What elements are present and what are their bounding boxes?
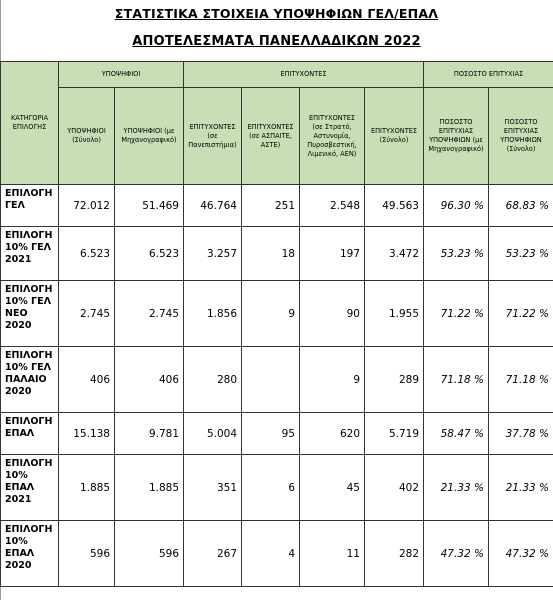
value-cell: 282	[365, 521, 424, 587]
table-row	[1, 347, 553, 413]
value-cell: 6.523	[59, 227, 115, 281]
header-col-candidates-total: ΥΠΟΨΗΦΙΟΙ (Σύνολο)	[59, 88, 115, 185]
value-cell: 251	[242, 185, 300, 227]
value-cell: 289	[365, 347, 424, 413]
percent-cell: 21.33 %	[489, 455, 553, 521]
value-cell: 402	[365, 455, 424, 521]
header-col-percent-total: ΠΟΣΟΣΤΟ ΕΠΙΤΥΧΙΑΣ ΥΠΟΨΗΦΙΩΝ (Σύνολο)	[489, 88, 553, 185]
percent-cell: 71.18 %	[424, 347, 489, 413]
category-cell: ΕΠΙΛΟΓΗ 10% ΕΠΑΛ 2021	[1, 455, 59, 521]
value-cell: 9.781	[115, 413, 184, 455]
value-cell: 620	[300, 413, 365, 455]
category-cell: ΕΠΙΛΟΓΗ 10% ΕΠΑΛ 2020	[1, 521, 59, 587]
header-group-candidates: ΥΠΟΨΗΦΙΟΙ	[59, 62, 184, 88]
value-cell: 596	[115, 521, 184, 587]
header-col-success-aspaite: ΕΠΙΤΥΧΟΝΤΕΣ (σε ΑΣΠΑΙΤΕ, ΑΣΤΕ)	[242, 88, 300, 185]
table-row	[1, 185, 553, 227]
value-cell: 3.257	[184, 227, 242, 281]
header-col-candidates-form: ΥΠΟΨΗΦΙΟΙ (με Μηχανογραφικό)	[115, 88, 184, 185]
header-col-success-total: ΕΠΙΤΥΧΟΝΤΕΣ (Σύνολο)	[365, 88, 424, 185]
percent-cell: 21.33 %	[424, 455, 489, 521]
value-cell: 5.004	[184, 413, 242, 455]
value-cell: 351	[184, 455, 242, 521]
percent-cell: 37.78 %	[489, 413, 553, 455]
value-cell: 9	[300, 347, 365, 413]
header-col-success-universities: ΕΠΙΤΥΧΟΝΤΕΣ (σε Πανεπιστήμια)	[184, 88, 242, 185]
value-cell: 90	[300, 281, 365, 347]
value-cell: 596	[59, 521, 115, 587]
table-row	[1, 521, 553, 587]
value-cell: 1.955	[365, 281, 424, 347]
category-cell: ΕΠΙΛΟΓΗ ΕΠΑΛ	[1, 413, 59, 455]
table-row	[1, 413, 553, 455]
value-cell: 9	[242, 281, 300, 347]
category-cell: ΕΠΙΛΟΓΗ 10% ΓΕΛ 2021	[1, 227, 59, 281]
percent-cell: 58.47 %	[424, 413, 489, 455]
value-cell: 72.012	[59, 185, 115, 227]
value-cell: 1.885	[59, 455, 115, 521]
value-cell: 406	[115, 347, 184, 413]
table-row	[1, 227, 553, 281]
value-cell: 2.745	[59, 281, 115, 347]
value-cell: 280	[184, 347, 242, 413]
value-cell: 11	[300, 521, 365, 587]
header-group-percent: ΠΟΣΟΣΤΟ ΕΠΙΤΥΧΙΑΣ	[424, 62, 553, 88]
value-cell: 6.523	[115, 227, 184, 281]
value-cell: 1.885	[115, 455, 184, 521]
header-category: ΚΑΤΗΓΟΡΙΑ ΕΠΙΛΟΓΗΣ	[1, 62, 59, 185]
value-cell: 51.469	[115, 185, 184, 227]
value-cell: 45	[300, 455, 365, 521]
statistics-table	[0, 61, 553, 587]
percent-cell: 71.22 %	[489, 281, 553, 347]
percent-cell: 96.30 %	[424, 185, 489, 227]
value-cell	[242, 347, 300, 413]
percent-cell: 71.18 %	[489, 347, 553, 413]
value-cell: 95	[242, 413, 300, 455]
value-cell: 18	[242, 227, 300, 281]
value-cell: 46.764	[184, 185, 242, 227]
value-cell: 1.856	[184, 281, 242, 347]
value-cell: 5.719	[365, 413, 424, 455]
value-cell: 197	[300, 227, 365, 281]
table-row	[1, 281, 553, 347]
value-cell: 6	[242, 455, 300, 521]
page-title: ΣΤΑΤΙΣΤΙΚΑ ΣΤΟΙΧΕΙΑ ΥΠΟΨΗΦΙΩΝ ΓΕΛ/ΕΠΑΛ	[114, 6, 439, 21]
category-cell: ΕΠΙΛΟΓΗ 10% ΓΕΛ ΠΑΛΑΙΟ 2020	[1, 347, 59, 413]
header-col-percent-form: ΠΟΣΟΣΤΟ ΕΠΙΤΥΧΙΑΣ ΥΠΟΨΗΦΙΩΝ (με Μηχανογραφικό)	[424, 88, 489, 185]
header-group-success: ΕΠΙΤΥΧΟΝΤΕΣ	[184, 62, 424, 88]
value-cell: 267	[184, 521, 242, 587]
value-cell: 2.745	[115, 281, 184, 347]
category-cell: ΕΠΙΛΟΓΗ ΓΕΛ	[1, 185, 59, 227]
page-subtitle: ΑΠΟΤΕΛΕΣΜΑΤΑ ΠΑΝΕΛΛΑΔΙΚΩΝ 2022	[132, 34, 421, 49]
value-cell: 2.548	[300, 185, 365, 227]
percent-cell: 68.83 %	[489, 185, 553, 227]
value-cell: 4	[242, 521, 300, 587]
percent-cell: 47.32 %	[424, 521, 489, 587]
header-col-success-military: ΕΠΙΤΥΧΟΝΤΕΣ (σε Στρατό, Αστυνομία, Πυροσβεστική, Λιμενικό, ΑΕΝ)	[300, 88, 365, 185]
percent-cell: 47.32 %	[489, 521, 553, 587]
value-cell: 406	[59, 347, 115, 413]
percent-cell: 53.23 %	[424, 227, 489, 281]
percent-cell: 53.23 %	[489, 227, 553, 281]
category-cell: ΕΠΙΛΟΓΗ 10% ΓΕΛ ΝΕΟ 2020	[1, 281, 59, 347]
value-cell: 15.138	[59, 413, 115, 455]
percent-cell: 71.22 %	[424, 281, 489, 347]
table-row	[1, 455, 553, 521]
value-cell: 3.472	[365, 227, 424, 281]
value-cell: 49.563	[365, 185, 424, 227]
